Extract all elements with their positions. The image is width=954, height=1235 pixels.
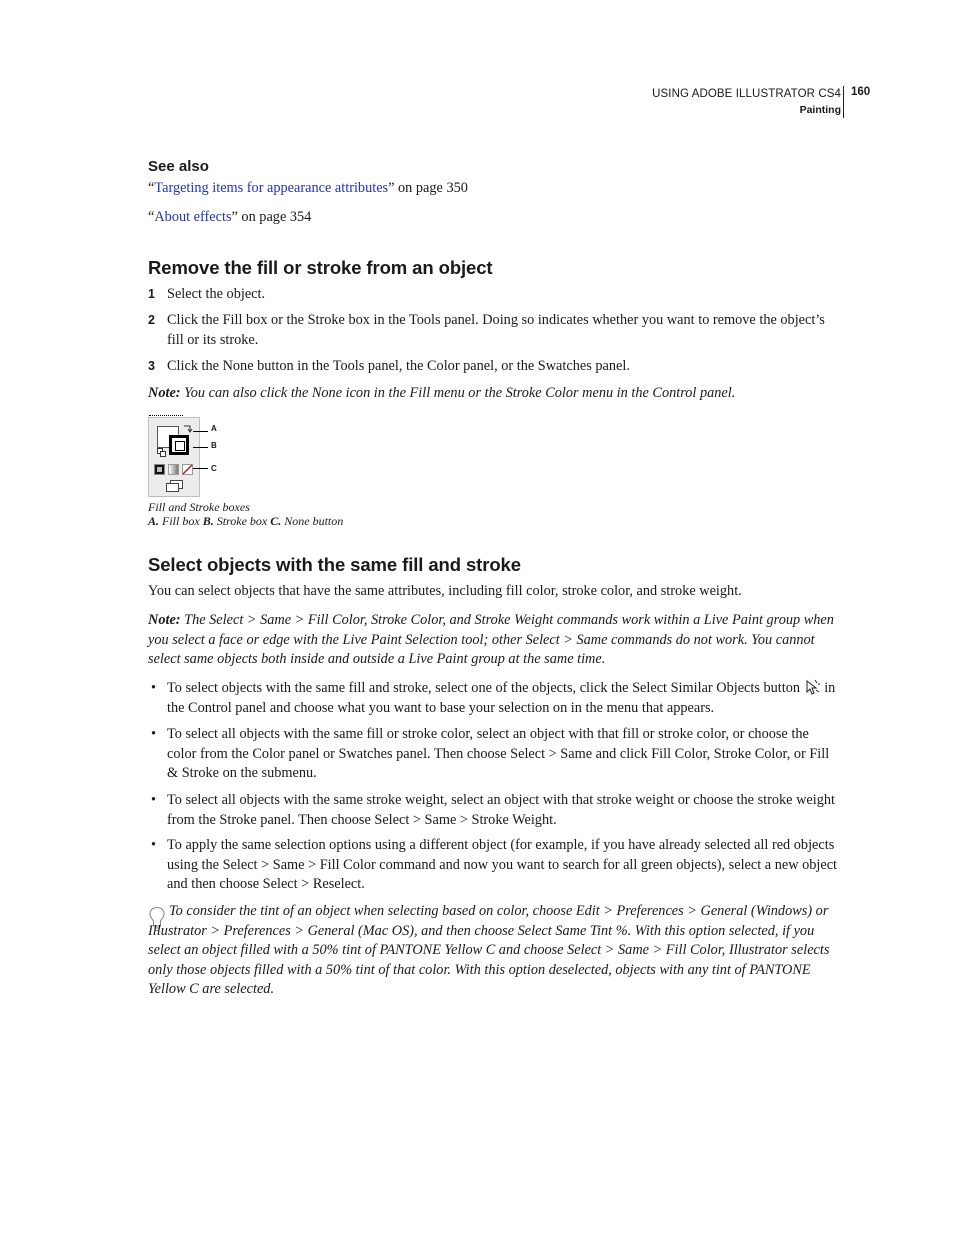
bullet-item bbox=[148, 836, 840, 895]
callout-label-c: C bbox=[211, 464, 217, 473]
bullet-text-part: To select objects with the same fill and stroke, select one of the objects, click the Select Similar Objects button bbox=[167, 680, 804, 696]
caption-text-a: Fill box bbox=[159, 514, 203, 528]
step-text: Click the Fill box or the Stroke box in the Tools panel. Doing so indicates whether you want to remove the object’s fill or its stroke. bbox=[167, 312, 825, 348]
bullet-text: To select all objects with the same stroke weight, select an object with that stroke weight or choose the stroke weight from the Stroke panel. Then choose Select > Same > Stroke Weight. bbox=[167, 792, 835, 828]
bullet-text: To apply the same selection options using a different object (for example, if you have already selected all red objects using the Select > Same > Fill Color command and now you want to search for all green objects), select a new object and then choose Select > Reselect. bbox=[167, 837, 838, 892]
callout-leader-b bbox=[193, 447, 208, 448]
bullet-text-part: in the Control panel and choose what you want to base your selection on in the menu that appears. bbox=[167, 680, 836, 716]
callout-label-a: A bbox=[211, 424, 217, 433]
caption-text-b: Stroke box bbox=[213, 514, 271, 528]
section-heading-select-same: Select objects with the same fill and stroke bbox=[148, 554, 521, 575]
gradient-mode-icon[interactable] bbox=[168, 464, 179, 475]
running-header-title: USING ADOBE ILLUSTRATOR CS4 bbox=[652, 88, 841, 100]
link-targeting-items[interactable]: Targeting items for appearance attributes bbox=[154, 180, 389, 196]
quote-open: “ bbox=[148, 180, 155, 196]
tools-panel-figure bbox=[148, 417, 200, 497]
color-mode-icon[interactable] bbox=[154, 464, 165, 475]
section-heading-remove-fill-stroke: Remove the fill or stroke from an object bbox=[148, 257, 493, 278]
step-text: Click the None button in the Tools panel, the Color panel, or the Swatches panel. bbox=[167, 358, 630, 374]
note-live-paint bbox=[148, 611, 840, 670]
step-item bbox=[148, 357, 838, 377]
ref-page: ” on page 350 bbox=[388, 180, 468, 196]
note-label: Note: bbox=[148, 612, 181, 628]
link-about-effects[interactable]: About effects bbox=[154, 209, 232, 225]
stroke-box-icon[interactable] bbox=[169, 435, 189, 455]
panel-grip bbox=[149, 415, 183, 416]
bullet-text: To select all objects with the same fill or stroke color, select an object with that fill or stroke color, or choose the color from the Color panel or Swatches panel. Then choose Select > Same and click Fill Color, Stroke Color, or Fill & Stroke on the submenu. bbox=[167, 726, 830, 781]
bullet-item bbox=[148, 679, 840, 718]
caption-key-a: A. bbox=[148, 514, 160, 528]
ref-page: ” on page 354 bbox=[231, 209, 312, 225]
caption-key-b: B. bbox=[202, 514, 214, 528]
step-number: 1 bbox=[148, 287, 155, 301]
running-header-section: Painting bbox=[799, 104, 841, 116]
bullet-glyph: • bbox=[151, 837, 157, 853]
default-colors-icon[interactable] bbox=[157, 448, 166, 457]
note-remove bbox=[148, 384, 840, 404]
bullet-glyph: • bbox=[151, 680, 157, 696]
bullet-glyph: • bbox=[151, 726, 157, 742]
step-text: Select the object. bbox=[167, 286, 266, 302]
step-number: 2 bbox=[148, 313, 155, 327]
callout-leader-c bbox=[193, 468, 208, 469]
note-text: The Select > Same > Fill Color, Stroke Color, and Stroke Weight commands work within a Live Paint group when you select a face or edge with the Live Paint Selection tool; other Select > Same commands do not work. You cannot select same objects both inside and outside a Live Paint group at the same time. bbox=[148, 612, 834, 667]
quote-open: “ bbox=[148, 209, 155, 225]
step-item bbox=[148, 311, 838, 350]
none-button-icon[interactable] bbox=[182, 464, 193, 475]
swap-arrow-icon[interactable] bbox=[183, 423, 193, 433]
see-also-ref-2 bbox=[148, 209, 311, 226]
note-text: You can also click the None icon in the Fill menu or the Stroke Color menu in the Control panel. bbox=[180, 385, 736, 401]
page-number: 160 bbox=[851, 86, 871, 98]
see-also-heading: See also bbox=[148, 158, 209, 175]
bullet-item bbox=[148, 725, 840, 784]
intro-paragraph: You can select objects that have the same attributes, including fill color, stroke color, and stroke weight. bbox=[148, 583, 742, 599]
caption-key-c: C. bbox=[270, 514, 282, 528]
figure-caption-legend bbox=[148, 514, 343, 528]
select-similar-objects-icon[interactable] bbox=[804, 679, 821, 695]
step-item bbox=[148, 285, 838, 305]
bullet-glyph: • bbox=[151, 792, 157, 808]
tip-paragraph: To consider the tint of an object when selecting based on color, choose Edit > Preferences > General (Windows) or Illustrator > Preferences > General (Mac OS), and then choose Select Same Tint %. With this option selected, if you select an object filled with a 50% tint of PANTONE Yellow C and choose Select > Same > Fill Color, Illustrator selects only those objects filled with a 50% tint of that color. With this option deselected, objects with any tint of PANTONE Yellow C are selected. bbox=[148, 903, 830, 997]
screen-mode-icon[interactable] bbox=[166, 480, 183, 492]
callout-label-b: B bbox=[211, 441, 217, 450]
callout-leader-a bbox=[193, 431, 208, 432]
see-also-ref-1 bbox=[148, 180, 468, 197]
note-label: Note: bbox=[148, 385, 181, 401]
bullet-text bbox=[167, 679, 840, 718]
step-number: 3 bbox=[148, 359, 155, 373]
caption-text-c: None button bbox=[281, 514, 344, 528]
bullet-item bbox=[148, 791, 840, 830]
figure-caption-title: Fill and Stroke boxes bbox=[148, 500, 250, 514]
header-divider bbox=[843, 86, 844, 118]
